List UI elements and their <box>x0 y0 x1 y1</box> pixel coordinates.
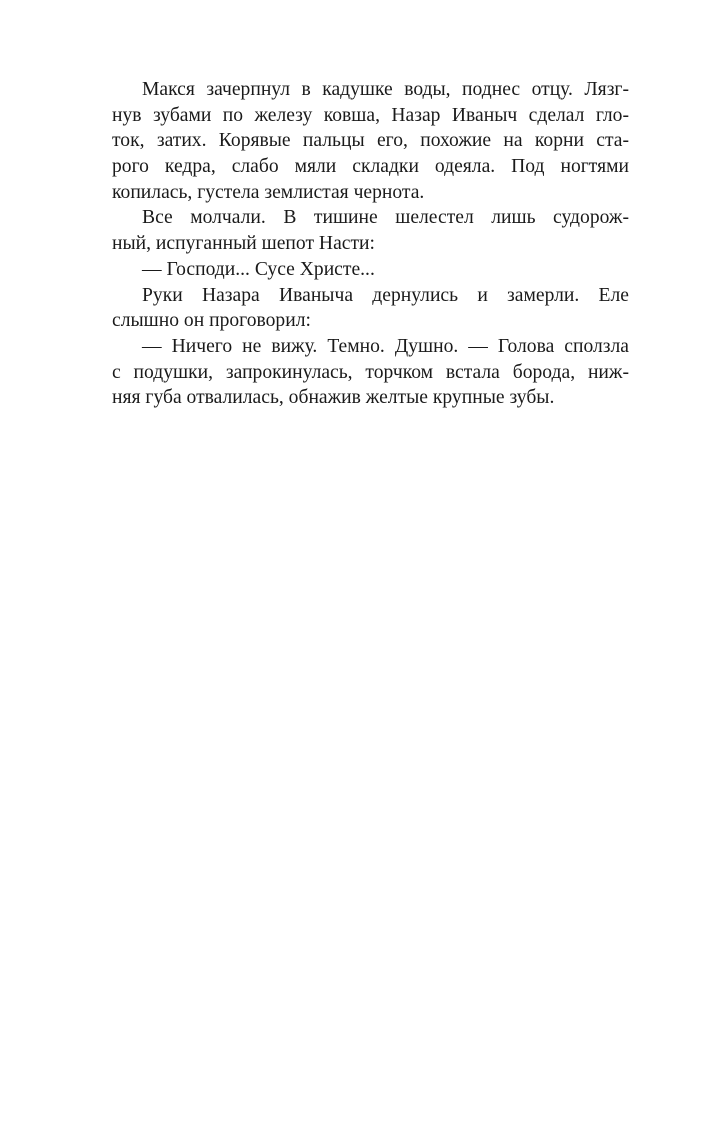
text-line: Макся зачерпнул в кадушке воды, поднес отцу. Лязг- <box>142 79 629 100</box>
body-text <box>112 77 629 411</box>
text-line: рого кедра, слабо мяли складки одеяла. Под ногтями <box>112 156 629 178</box>
text-line: копилась, густела землистая чернота. <box>112 181 425 203</box>
text-line: ный, испуганный шепот Насти: <box>112 233 375 255</box>
text-line: няя губа отвалилась, обнажив желтые крупные зубы. <box>112 387 555 409</box>
text-line: — Ничего не вижу. Темно. Душно. — Голова сползла <box>142 335 629 357</box>
text-line: ток, затих. Корявые пальцы его, похожие на корни ста- <box>112 130 629 152</box>
text-line: Руки Назара Иваныча дернулись и замерли. Еле <box>142 284 629 306</box>
text-line: Все молчали. В тишине шелестел лишь судорож- <box>142 207 629 229</box>
text-line: слышно он проговорил: <box>112 310 311 332</box>
text-line: нув зубами по железу ковша, Назар Иваныч сделал гло- <box>112 104 629 126</box>
text-line: — Господи... Сусе Христе... <box>142 258 375 280</box>
text-line: с подушки, запрокинулась, торчком встала борода, ниж- <box>112 361 629 383</box>
